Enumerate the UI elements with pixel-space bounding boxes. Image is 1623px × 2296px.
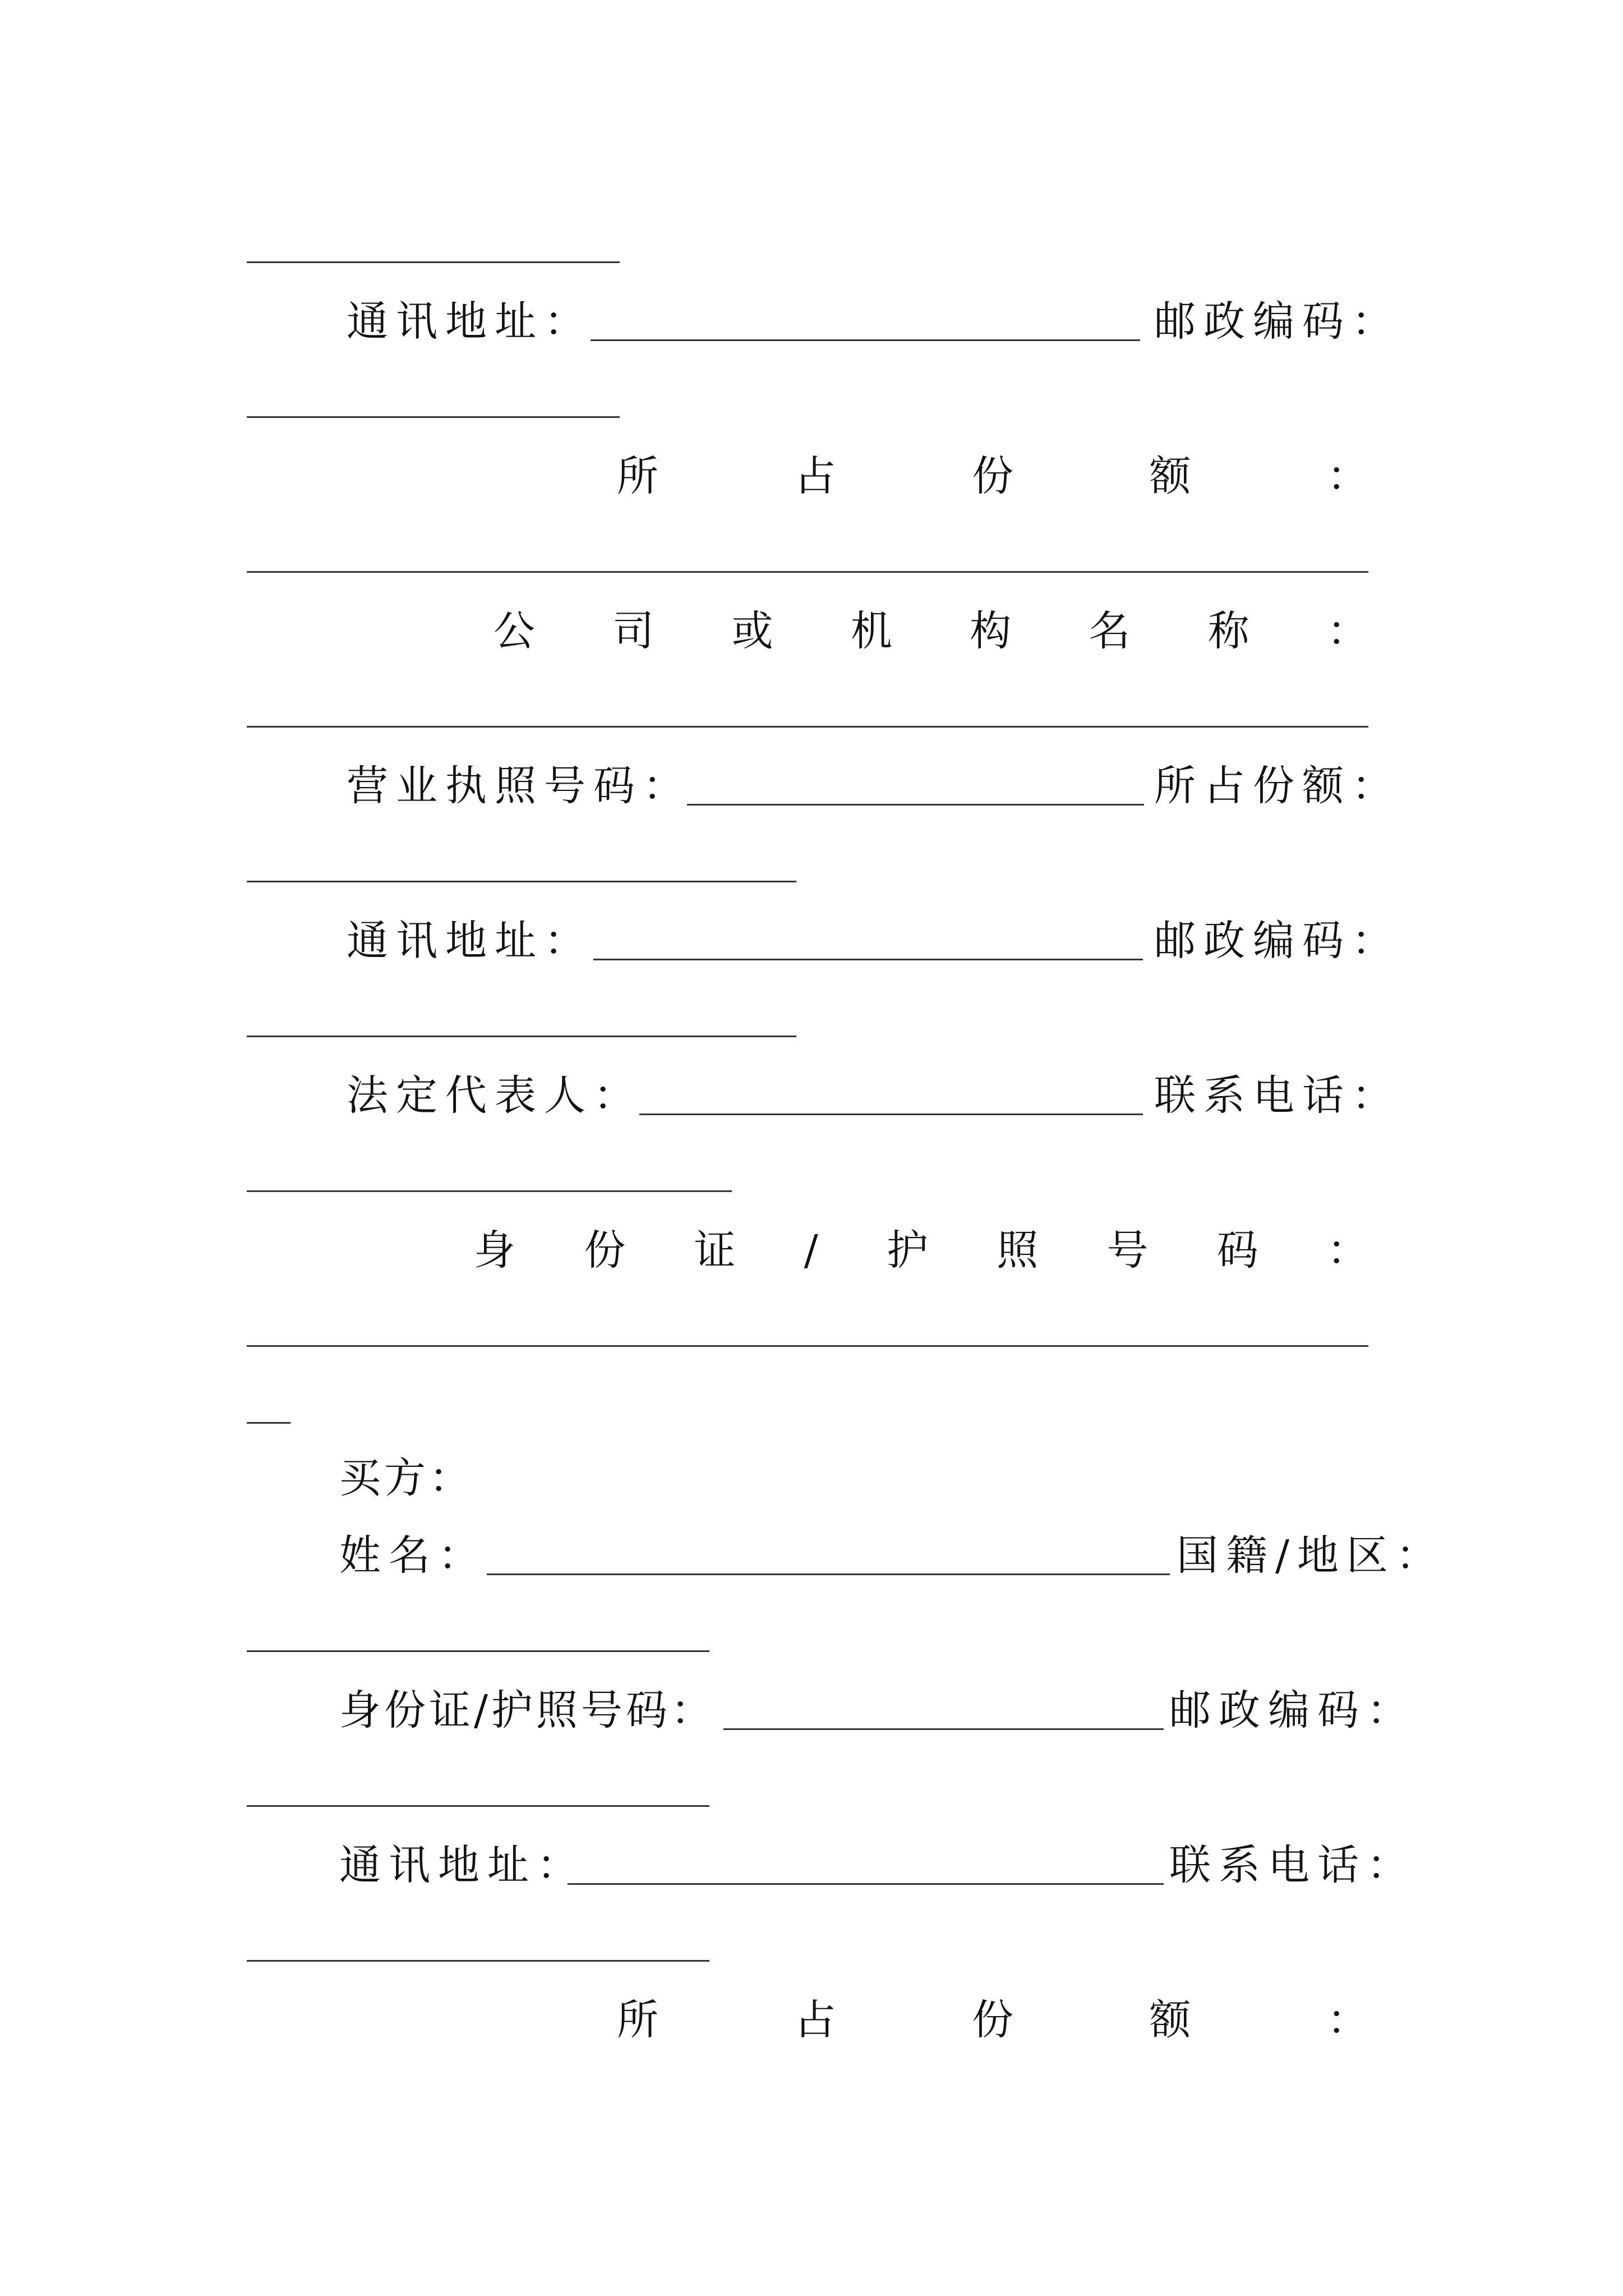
institution-name-field[interactable] (247, 726, 1368, 728)
institution-name-char: ： (1326, 607, 1368, 655)
postal-field[interactable] (247, 416, 620, 418)
institution-phone-field[interactable] (247, 1190, 732, 1192)
share-char: ： (1327, 452, 1368, 500)
institution-share-field[interactable] (247, 881, 796, 882)
share-char: 所 (617, 452, 658, 500)
institution-id-char: / (804, 1226, 818, 1274)
buyer-id-label: 身份证/护照号码： (339, 1686, 716, 1734)
legal-rep-field[interactable] (639, 1114, 1143, 1115)
institution-name-char: 称 (1207, 607, 1249, 655)
buyer-share-char: 额 (1149, 1996, 1191, 2044)
share-char: 占 (794, 452, 836, 500)
buyer-nationality-field[interactable] (247, 1650, 709, 1652)
institution-id-char: 码 (1216, 1226, 1258, 1274)
institution-id-char: 身 (474, 1226, 515, 1274)
institution-id-row (474, 1225, 1368, 1276)
institution-id-char: 证 (694, 1226, 736, 1274)
institution-id-char: 号 (1106, 1226, 1149, 1274)
institution-phone-label: 联系电话： (1154, 1071, 1401, 1120)
buyer-name-field[interactable] (487, 1573, 1170, 1575)
share-char: 份 (972, 452, 1013, 500)
institution-name-char: 或 (731, 607, 773, 655)
institution-id-char: 份 (584, 1226, 626, 1274)
institution-id-field[interactable] (247, 1345, 1368, 1347)
institution-id-char: ： (1326, 1226, 1368, 1274)
buyer-postal-field[interactable] (247, 1805, 709, 1807)
postal-label: 邮政编码： (1154, 297, 1401, 346)
buyer-address-field[interactable] (568, 1883, 1164, 1885)
license-field[interactable] (687, 804, 1144, 806)
institution-id-char: 护 (886, 1226, 928, 1274)
institution-name-row (494, 606, 1368, 656)
buyer-heading: 买方： (339, 1454, 474, 1502)
license-label: 营业执照号码： (347, 762, 692, 810)
institution-name-char: 公 (494, 607, 535, 655)
legal-rep-label: 法定代表人： (347, 1071, 643, 1120)
buyer-name-label: 姓名： (339, 1531, 487, 1580)
institution-postal-label: 邮政编码： (1154, 917, 1401, 965)
buyer-share-char: ： (1327, 1996, 1368, 2044)
buyer-share-row (617, 1995, 1368, 2045)
buyer-share-char: 所 (617, 1996, 658, 2044)
buyer-id-field[interactable] (723, 1728, 1164, 1730)
buyer-phone-field[interactable] (247, 1960, 709, 1962)
institution-name-char: 机 (850, 607, 892, 655)
buyer-share-char: 份 (972, 1996, 1013, 2044)
institution-share-label: 所占份额： (1154, 762, 1401, 810)
institution-postal-field[interactable] (247, 1036, 796, 1037)
institution-id-field-tail[interactable] (247, 1422, 291, 1424)
blank-line (247, 261, 620, 263)
institution-id-char: 照 (997, 1226, 1039, 1274)
share-char: 额 (1149, 452, 1191, 500)
share-field[interactable] (247, 571, 1368, 573)
share-row (617, 451, 1368, 501)
buyer-nationality-label: 国籍/地区： (1177, 1531, 1445, 1580)
address-field[interactable] (591, 339, 1140, 341)
institution-name-char: 司 (612, 607, 654, 655)
address-label: 通讯地址： (347, 297, 593, 346)
institution-name-char: 名 (1089, 607, 1131, 655)
buyer-postal-label: 邮政编码： (1169, 1686, 1416, 1734)
buyer-phone-label: 联系电话： (1169, 1841, 1416, 1889)
buyer-share-char: 占 (794, 1996, 836, 2044)
institution-address-field[interactable] (593, 959, 1143, 960)
buyer-address-label: 通讯地址： (339, 1841, 586, 1889)
institution-address-label: 通讯地址： (347, 917, 593, 965)
institution-name-char: 构 (970, 607, 1012, 655)
